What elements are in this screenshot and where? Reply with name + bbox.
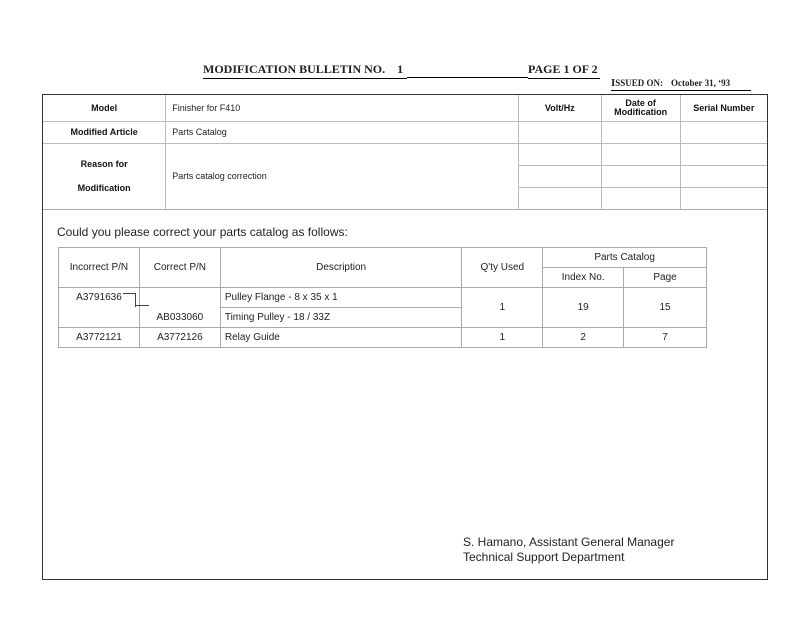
reason-label-line1: Reason for: [80, 159, 128, 169]
qty-used: 1: [462, 288, 543, 328]
reason-label: [43, 143, 166, 209]
description-old: Pulley Flange - 8 x 35 x 1: [220, 288, 462, 308]
parts-header-row: [59, 248, 707, 268]
bulletin-number: 1: [397, 62, 404, 76]
blank-cell: [518, 143, 601, 165]
blank-cell: [680, 143, 767, 165]
blank-cell: [518, 121, 601, 143]
bulletin-label: MODIFICATION BULLETIN NO.: [203, 62, 386, 76]
info-row-model: [43, 95, 767, 121]
blank-cell: [680, 187, 767, 209]
blank-cell: [601, 121, 680, 143]
catalog-page: 7: [624, 328, 707, 348]
model-label: Model: [43, 95, 166, 121]
col-page: Page: [624, 268, 707, 288]
table-row: [59, 288, 707, 308]
bulletin-frame: [42, 94, 768, 580]
table-row: [59, 328, 707, 348]
issued-label: SSUED ON:: [615, 78, 664, 88]
volt-label: Volt/Hz: [518, 95, 601, 121]
incorrect-pn: A3791636: [59, 288, 140, 308]
issued-date: [611, 77, 751, 91]
col-index-no: Index No.: [543, 268, 624, 288]
col-description: Description: [220, 248, 462, 288]
description-new: Timing Pulley - 18 / 33Z: [220, 308, 462, 328]
blank-cell: [680, 165, 767, 187]
catalog-page: 15: [624, 288, 707, 328]
serial-number-label: Serial Number: [680, 95, 767, 121]
reason-value: Parts catalog correction: [166, 143, 519, 209]
issued-date-value: October 31, ‘93: [671, 78, 731, 88]
blank-cell: [518, 187, 601, 209]
col-qty-used: Q'ty Used: [462, 248, 543, 288]
intro-text: Could you please correct your parts catalog as follows:: [57, 225, 348, 239]
signature-department: Technical Support Department: [463, 550, 625, 564]
index-no: 2: [543, 328, 624, 348]
col-correct-pn: Correct P/N: [139, 248, 220, 288]
date-label-line1: Date of: [625, 97, 656, 108]
qty-used: 1: [462, 328, 543, 348]
bulletin-title: [203, 62, 407, 79]
signature-name: S. Hamano, Assistant General Manager: [463, 535, 675, 549]
incorrect-pn: A3772121: [59, 328, 140, 348]
blank-cell: [139, 288, 220, 308]
date-label-line2: Modification: [614, 106, 668, 117]
reason-label-line2: Modification: [77, 183, 131, 193]
replacement-connector-tail: [135, 305, 149, 306]
blank-cell: [59, 308, 140, 328]
col-parts-catalog: Parts Catalog: [543, 248, 707, 268]
article-label: Modified Article: [43, 121, 166, 143]
page-indicator: PAGE 1 OF 2: [528, 62, 600, 79]
blank-cell: [601, 165, 680, 187]
issued-first-letter: I: [611, 77, 616, 89]
article-value: Parts Catalog: [166, 121, 519, 143]
info-row-article: [43, 121, 767, 143]
index-no: 19: [543, 288, 624, 328]
info-divider: [43, 209, 767, 210]
correct-pn: A3772126: [139, 328, 220, 348]
parts-table: [58, 247, 707, 348]
date-of-modification-label: [601, 95, 680, 121]
description: Relay Guide: [220, 328, 462, 348]
col-incorrect-pn: Incorrect P/N: [59, 248, 140, 288]
signature-block: [463, 535, 674, 565]
info-table: [43, 95, 767, 210]
info-row-reason: [43, 143, 767, 165]
blank-cell: [601, 187, 680, 209]
blank-cell: [518, 165, 601, 187]
correct-pn: AB033060: [139, 308, 220, 328]
model-value: Finisher for F410: [166, 95, 519, 121]
blank-cell: [680, 121, 767, 143]
header-divider: [407, 77, 528, 78]
blank-cell: [601, 143, 680, 165]
